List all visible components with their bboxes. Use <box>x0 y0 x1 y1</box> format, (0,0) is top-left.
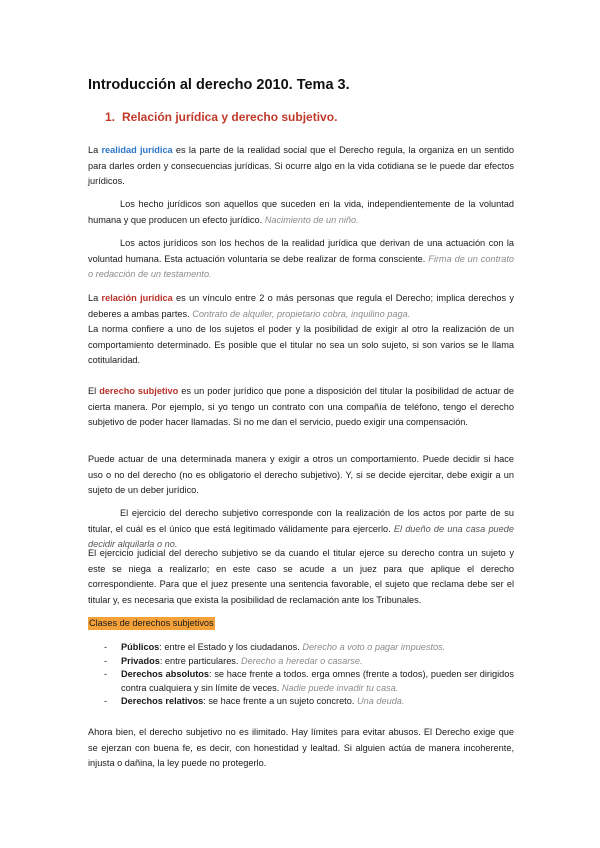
list-dash: - <box>104 696 108 707</box>
p5-text: La norma confiere a uno de los sujetos el poder y la posibilidad de exigir al otro la realización de un comportamiento determinado. Es posible que el titular no sea un solo sujeto, si son varios se le llama cotitularidad. <box>88 324 514 366</box>
list-term: Públicos <box>121 642 160 652</box>
paragraph-ejercicio-judicial <box>88 546 514 608</box>
list-term: Derechos absolutos <box>121 669 210 680</box>
paragraph-relacion-juridica <box>88 291 514 322</box>
list-item <box>104 695 514 709</box>
list-example: Nadie puede invadir tu casa. <box>281 682 399 693</box>
paragraph-derecho-subjetivo <box>88 384 514 431</box>
p6-prefix: El <box>88 386 100 396</box>
p3-text: Los actos jurídicos son los hechos de la realidad jurídica que derivan de una actuación con la voluntad humana. Esta actuación voluntaria se debe realizar de forma consciente. <box>88 238 514 264</box>
p6-text: es un poder jurídico que pone a disposición del titular la posibilidad de actuar de cierta manera. Por ejemplo, si yo tengo un contrato con una compañía de teléfono, tengo el derecho subjetivo de poder hacer llamadas. Si no me dan el servicio, puedo exigir una compensación. <box>88 386 514 428</box>
list-text: : se hace frente a todos. erga omnes (frente a todos), pueden ser dirigidos contra cualquiera y sin límite de veces. <box>121 669 514 693</box>
paragraph-hechos-juridicos <box>88 197 514 228</box>
term-realidad-juridica: realidad jurídica <box>101 145 173 155</box>
list-example: Derecho a heredar o casarse. <box>241 655 363 666</box>
p1-text: es la parte de la realidad social que el Derecho regula, la organiza en un sentido para darles orden y consecuencias jurídicas. Si ocurre algo en la vida cotidiana se le puede dar efectos jurídicos. <box>88 145 514 187</box>
p9-text: El ejercicio judicial del derecho subjetivo se da cuando el titular ejerce su derecho contra un sujeto y este se niega a realizarlo; en este caso se acude a un juez para que aplique el derecho correspondiente. Para que el juez presente una sentencia favorable, el sujeto que reclama debe ser el titular y, es necesaria que exista la posibilidad de reclamación ante los Tribunales. <box>88 548 514 605</box>
clases-heading: Clases de derechos subjetivos <box>89 618 214 628</box>
section-number: 1. <box>105 110 116 124</box>
list-example: Una deuda. <box>356 696 405 707</box>
paragraph-actos-juridicos <box>88 236 514 283</box>
p2-example: Nacimiento de un niño. <box>264 214 359 225</box>
list-item <box>104 668 514 695</box>
p7-text: Puede actuar de una determinada manera y exigir a otros un comportamiento. Puede decidir si hace uso o no del derecho (no es obligatorio el derecho subjetivo). Y, si se decide ejercitar, debe exigir a un sujeto de un deber jurídico. <box>88 454 514 496</box>
p4-example: Contrato de alquiler, propietario cobra, inquilino paga. <box>192 308 411 319</box>
p8-text: El ejercicio del derecho subjetivo corresponde con la realización de los actos por parte de su titular, el cuál es el único que está legitimado válidamente para ejercerlo. <box>88 508 514 534</box>
document-title: Introducción al derecho 2010. Tema 3. <box>88 77 350 93</box>
section-label: Relación jurídica y derecho subjetivo. <box>122 110 338 124</box>
list-term: Derechos relativos <box>121 696 204 707</box>
p4-prefix: La <box>88 293 102 303</box>
list-example: Derecho a voto o pagar impuestos. <box>302 642 446 652</box>
clases-list <box>104 641 514 709</box>
list-item <box>104 655 514 669</box>
term-derecho-subjetivo: derecho subjetivo <box>99 386 179 396</box>
list-text: : entre el Estado y los ciudadanos. <box>159 642 303 652</box>
paragraph-realidad-juridica <box>88 143 514 190</box>
term-relacion-juridica: relación jurídica <box>101 293 173 303</box>
list-dash: - <box>104 655 108 666</box>
list-dash: - <box>104 642 108 652</box>
list-text: : se hace frente a un sujeto concreto. <box>203 696 357 707</box>
list-term: Privados <box>121 655 160 666</box>
p3-example: Firma de un contrato o redacción de un testamento. <box>88 253 514 280</box>
p8-example: El dueño de una casa puede decidir alquilarla o no. <box>88 523 514 550</box>
p10-text: Ahora bien, el derecho subjetivo no es ilimitado. Hay límites para evitar abusos. El Derecho exige que se ejerzan con buena fe, es decir, con honestidad y lealtad. Si alguien actúa de manera incoherente, injusta o dañina, la ley puede no protegerlo. <box>88 727 514 769</box>
section-heading <box>105 110 337 124</box>
paragraph-norma <box>88 322 514 369</box>
paragraph-actuar <box>88 452 514 499</box>
paragraph-limites <box>88 725 514 772</box>
p4-text: es un vínculo entre 2 o más personas que regula el Derecho; implica derechos y deberes a ambas partes. <box>88 293 514 319</box>
list-item <box>104 641 514 655</box>
list-text: : entre particulares. <box>159 655 242 666</box>
p2-text: Los hecho jurídicos son aquellos que suceden en la vida, independientemente de la voluntad humana y que producen un efecto jurídico. <box>88 199 514 225</box>
list-dash: - <box>104 669 108 680</box>
p1-prefix: La <box>88 145 102 155</box>
